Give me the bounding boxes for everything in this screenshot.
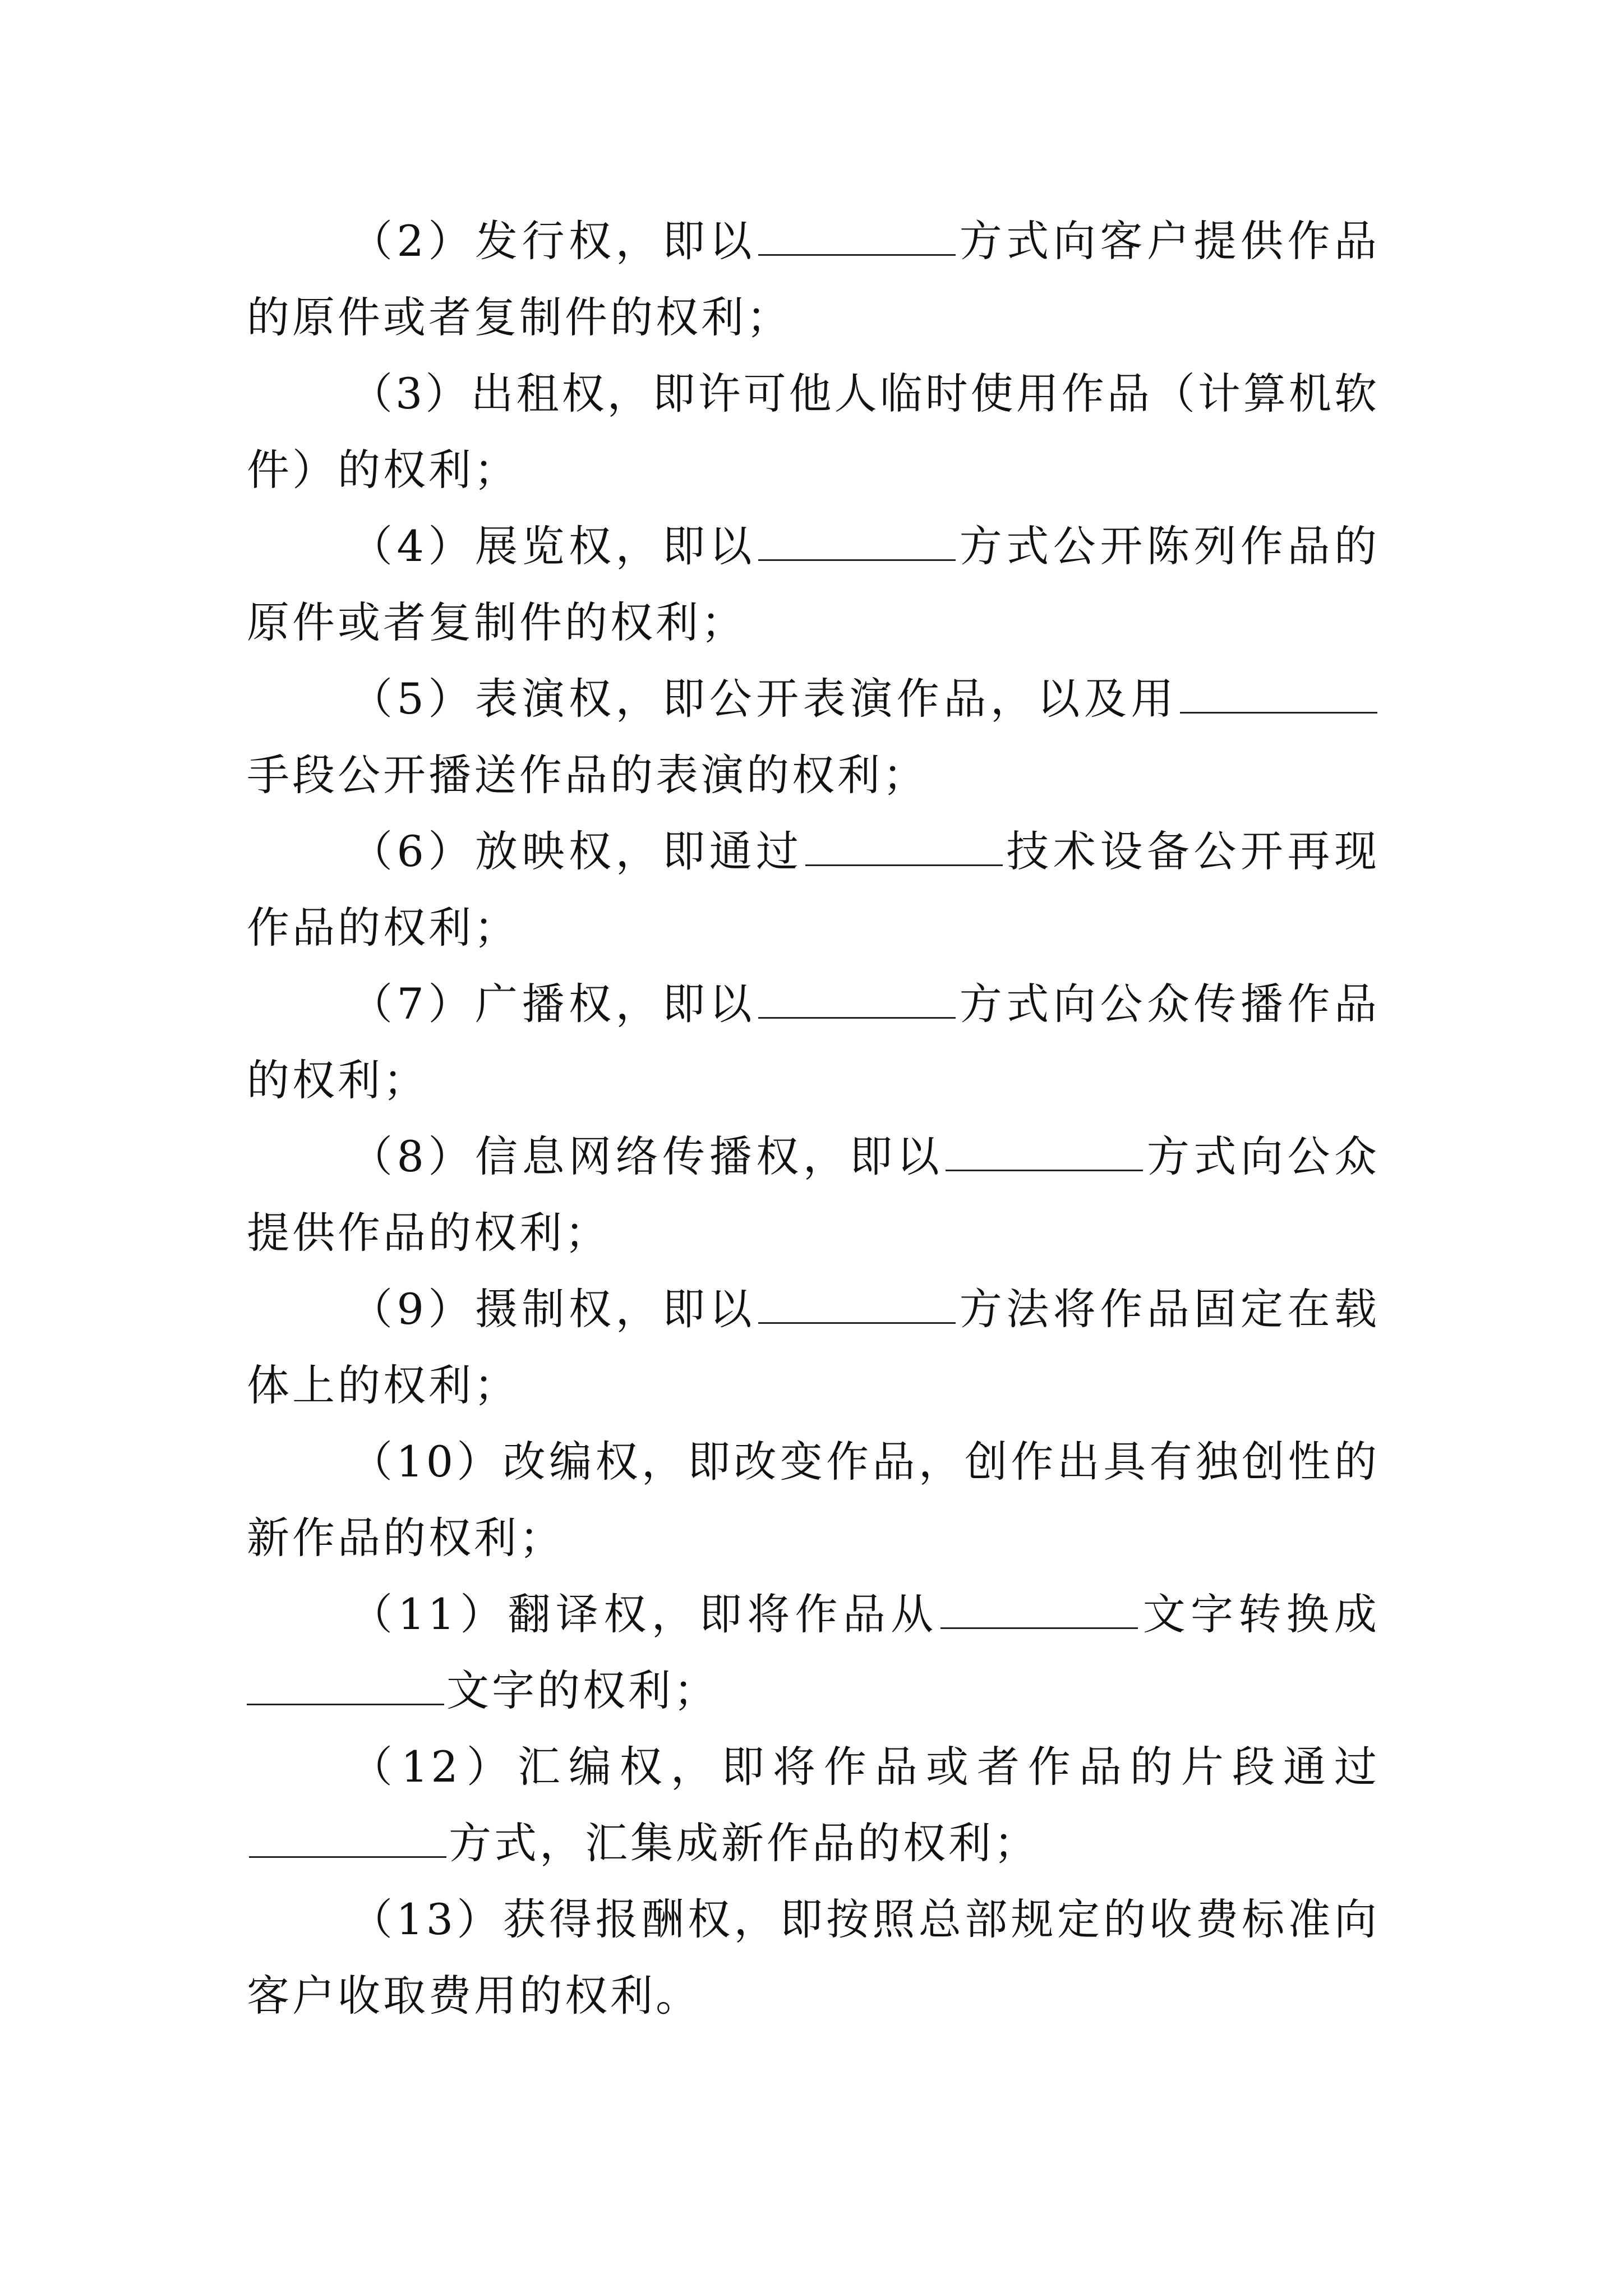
clause-12-compilation-right — [247, 1729, 1380, 1881]
clause-11-blank-source-language — [940, 1593, 1138, 1629]
clause-2-blank — [758, 219, 956, 256]
clause-5-text-after: 手段公开播送作品的表演的权利； — [247, 750, 928, 800]
clause-4-text-after: 方式公开陈列作品的原件或者复制件的权利； — [247, 521, 1380, 647]
clause-11-blank-target-language — [247, 1669, 444, 1705]
clause-9-filming-right — [247, 1271, 1380, 1424]
clause-12-text-before: （12）汇编权，即将作品或者作品的片段通过 — [350, 1742, 1380, 1792]
clause-4-text-before: （4）展览权，即以 — [350, 521, 757, 571]
clause-3-rental-right — [247, 356, 1380, 508]
clause-9-blank — [758, 1287, 956, 1324]
clause-4-exhibition-right — [247, 508, 1380, 661]
clause-11-text-after: 文字的权利； — [446, 1665, 719, 1715]
clause-9-text-after: 方法将作品固定在载体上的权利； — [247, 1284, 1380, 1410]
clause-11-text-before: （11）翻译权，即将作品从 — [350, 1589, 939, 1639]
clause-4-blank — [758, 524, 956, 561]
clause-8-text-after: 方式向公众提供作品的权利； — [247, 1131, 1380, 1258]
clause-5-text-before: （5）表演权，即公开表演作品，以及用 — [350, 674, 1178, 724]
clause-6-text-after: 技术设备公开再现作品的权利； — [247, 826, 1380, 953]
clause-7-blank — [758, 982, 956, 1019]
clause-8-network-dissemination-right — [247, 1119, 1380, 1271]
clause-8-text-before: （8）信息网络传播权，即以 — [350, 1131, 944, 1181]
clause-7-text-before: （7）广播权，即以 — [350, 979, 757, 1029]
clause-10-adaptation-right — [247, 1424, 1380, 1576]
clause-7-broadcasting-right — [247, 966, 1380, 1119]
clause-6-text-before: （6）放映权，即通过 — [350, 826, 803, 876]
clause-6-screening-right — [247, 813, 1380, 966]
clause-10-text: （10）改编权，即改变作品，创作出具有独创性的新作品的权利； — [247, 1437, 1380, 1563]
clause-11-text-middle: 文字转换成 — [1140, 1589, 1380, 1639]
clause-5-performance-right — [247, 661, 1380, 813]
clause-2-text-before: （2）发行权，即以 — [350, 216, 757, 266]
clause-13-remuneration-right — [247, 1881, 1380, 2034]
clause-12-text-after: 方式，汇集成新作品的权利； — [449, 1818, 1039, 1868]
clause-8-blank — [946, 1135, 1143, 1171]
clause-2-distribution-right — [247, 203, 1380, 356]
clause-12-blank — [249, 1821, 446, 1858]
clause-9-text-before: （9）摄制权，即以 — [350, 1284, 757, 1334]
clause-2-text-after: 方式向客户提供作品的原件或者复制件的权利； — [247, 216, 1380, 342]
clause-3-text: （3）出租权，即许可他人临时使用作品（计算机软件）的权利； — [247, 369, 1380, 495]
clause-5-blank — [1180, 677, 1377, 714]
clause-7-text-after: 方式向公众传播作品的权利； — [247, 979, 1380, 1105]
clause-13-text: （13）获得报酬权，即按照总部规定的收费标准向客户收取费用的权利。 — [247, 1894, 1380, 2021]
clause-11-translation-right — [247, 1576, 1380, 1729]
clause-6-blank — [805, 830, 1003, 866]
